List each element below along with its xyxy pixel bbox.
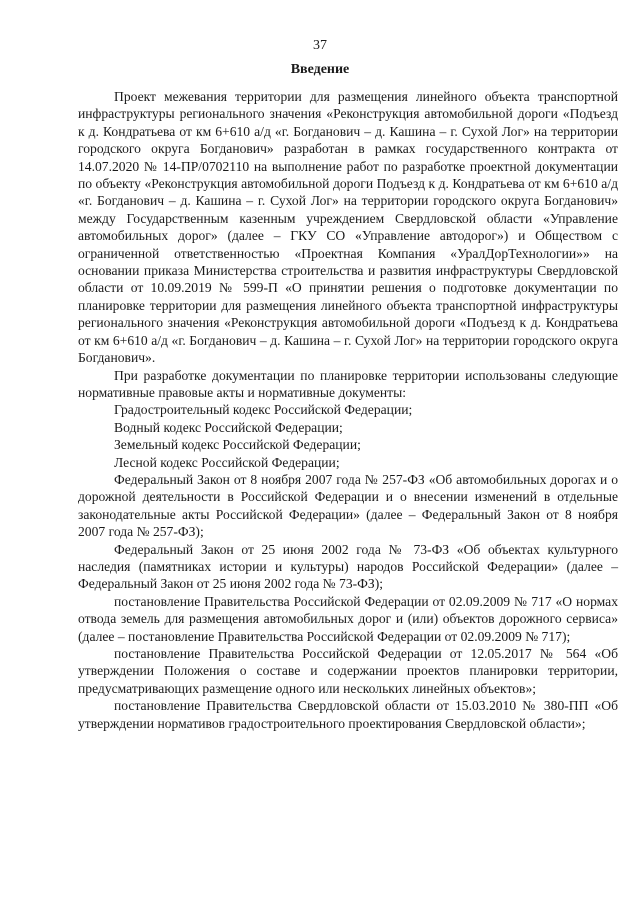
document-body — [78, 88, 618, 732]
list-item: Лесной кодекс Российской Федерации; — [114, 454, 340, 470]
paragraph: Федеральный Закон от 8 ноября 2007 года № 257-ФЗ «Об автомобильных дорогах и о дорожной деятельности в Российской Федерации и о внесении изменений в отдельные законодательные акты Российской Федерации» (далее – Федеральный Закон от 8 ноября 2007 года № 257-ФЗ); — [78, 471, 618, 540]
paragraph: Проект межевания территории для размещения линейного объекта транспортной инфраструктуры регионального значения «Реконструкция автомобильной дороги «Подъезд к д. Кондратьева от км 6+610 а/д «г. Богданович – д. Кашина – г. Сухой Лог» на территории городского округа Богданович» разработан в рамках государственного контракта от 14.07.2020 № 14-ПР/0702110 на выполнение работ по разработке проектной документации по объекту «Реконструкция автомобильной дороги Подъезд к д. Кондратьева от км 6+610 а/д «г. Богданович – д. Кашина – г. Сухой Лог» на территории городского округа Богданович» между Государственным казенным учреждением Свердловской области «Управление автомобильных дорог» (далее – ГКУ СО «Управление автодорог») и Обществом с ограниченной ответственностью «Проектная Компания «УралДорТехнологии»» на основании приказа Министерства строительства и развития инфраструктуры Свердловской области от 10.09.2019 № 599-П «О принятии решения о подготовке документации по планировке территории для размещения линейного объекта транспортной инфраструктуры регионального значения «Реконструкция автомобильной дороги «Подъезд к д. Кондратьева от км 6+610 а/д «г. Богданович – д. Кашина – г. Сухой Лог» на территории городского округа Богданович». — [78, 89, 618, 366]
paragraph: постановление Правительства Свердловской области от 15.03.2010 № 380-ПП «Об утверждении нормативов градостроительного проектирования Свердловской области»; — [78, 698, 618, 731]
paragraph: постановление Правительства Российской Федерации от 12.05.2017 № 564 «Об утверждении Положения о составе и содержании проектов планировки территории, предусматривающих размещение одного или нескольких линейных объектов»; — [78, 646, 618, 696]
paragraph: При разработке документации по планировке территории использованы следующие нормативные правовые акты и нормативные документы: — [78, 367, 618, 400]
paragraph: постановление Правительства Российской Федерации от 02.09.2009 № 717 «О нормах отвода земель для размещения автомобильных дорог и (или) объектов дорожного сервиса» (далее – постановление Правительства Российской Федерации от 02.09.2009 № 717); — [78, 593, 618, 644]
list-item: Водный кодекс Российской Федерации; — [114, 419, 343, 435]
section-heading: Введение — [290, 62, 350, 77]
list-item: Градостроительный кодекс Российской Федерации; — [114, 402, 413, 418]
paragraph: Федеральный Закон от 25 июня 2002 года № 73-ФЗ «Об объектах культурного наследия (памятниках истории и культуры) народов Российской Федерации» (далее – Федеральный Закон от 25 июня 2002 года № 73-ФЗ); — [78, 541, 618, 592]
list-item: Земельный кодекс Российской Федерации; — [114, 437, 361, 453]
page-number: 37 — [313, 38, 327, 53]
